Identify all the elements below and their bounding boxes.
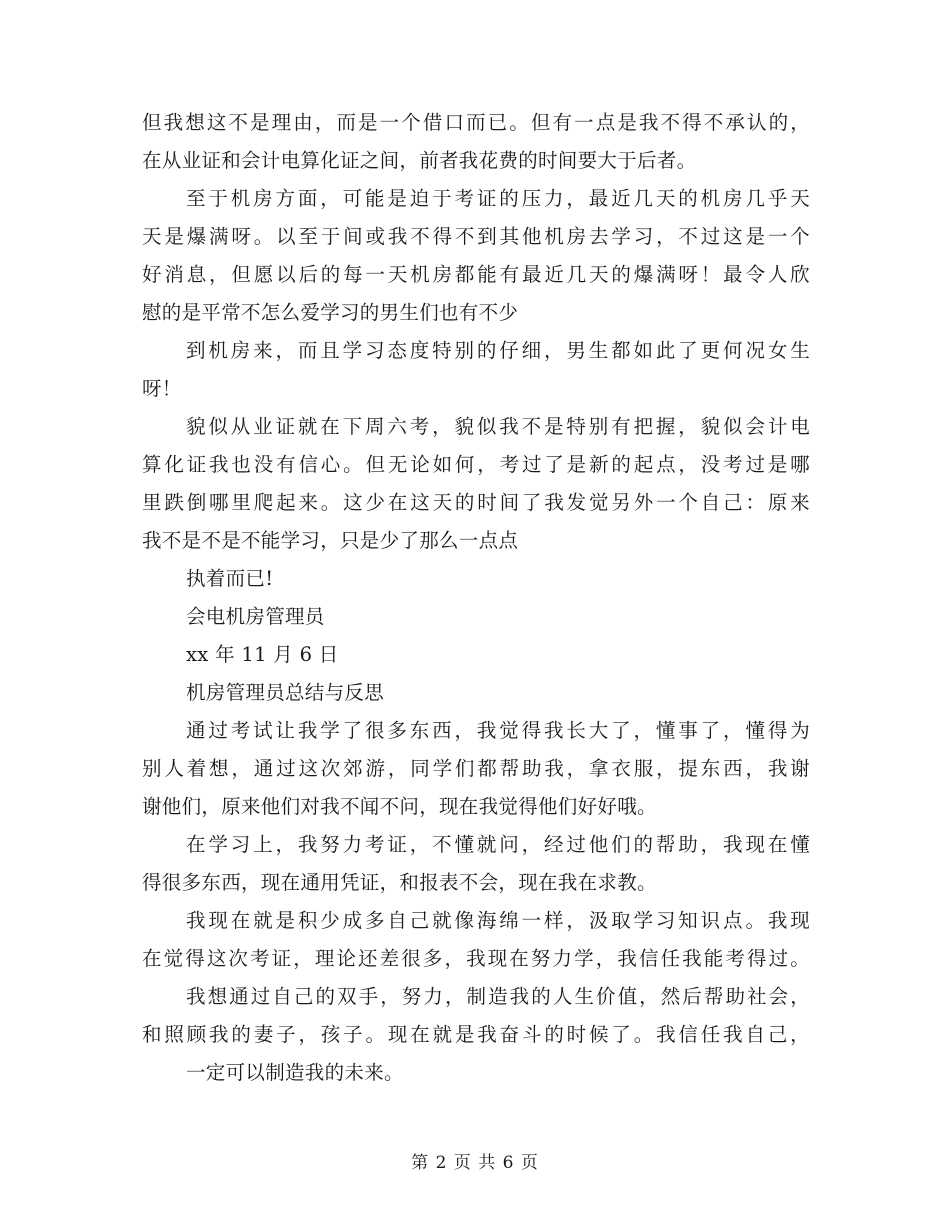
text-line: 算化证我也没有信心。但无论如何，考过了是新的起点，没考过是哪 — [142, 453, 810, 476]
text-line: 我不是不是不能学习，只是少了那么一点点 — [142, 529, 519, 552]
text-line: 慰的是平常不怎么爱学习的男生们也有不少 — [142, 301, 519, 324]
text-line: 得很多东西，现在通用凭证，和报表不会，现在我在求教。 — [142, 871, 657, 894]
text-line: 我想通过自己的双手，努力，制造我的人生价值，然后帮助社会， — [186, 985, 810, 1008]
text-line: 貌似从业证就在下周六考，貌似我不是特别有把握，貌似会计电 — [186, 415, 810, 438]
text-line: 执着而已! — [186, 567, 274, 590]
text-line: 别人着想，通过这次郊游，同学们都帮助我，拿衣服，提东西，我谢 — [142, 757, 810, 780]
section-title: 机房管理员总结与反思 — [186, 681, 385, 704]
text-line: 和照顾我的妻子，孩子。现在就是我奋斗的时候了。我信任我自己， — [142, 1023, 810, 1046]
text-line: 在从业证和会计电算化证之间，前者我花费的时间要大于后者。 — [142, 149, 697, 172]
text-line: 我现在就是积少成多自己就像海绵一样，汲取学习知识点。我现 — [186, 909, 810, 932]
document-body — [142, 104, 810, 1092]
page-number-footer: 第 2 页 共 6 页 — [411, 1153, 539, 1173]
text-line: 一定可以制造我的未来。 — [186, 1061, 404, 1084]
text-line: 到机房来，而且学习态度特别的仔细，男生都如此了更何况女生 — [186, 339, 810, 362]
text-line: 在学习上，我努力考证，不懂就问，经过他们的帮助，我现在懂 — [186, 833, 810, 856]
text-line: 好消息，但愿以后的每一天机房都能有最近几天的爆满呀！最令人欣 — [142, 263, 810, 286]
text-line: 但我想这不是理由，而是一个借口而已。但有一点是我不得不承认的， — [142, 111, 810, 134]
text-line: 在觉得这次考证，理论还差很多，我现在努力学，我信任我能考得过。 — [142, 947, 810, 970]
date-line: xx 年 11 月 6 日 — [186, 643, 339, 666]
text-line: 天是爆满呀。以至于间或我不得不到其他机房去学习，不过这是一个 — [142, 225, 810, 248]
text-line: 通过考试让我学了很多东西，我觉得我长大了，懂事了，懂得为 — [186, 719, 810, 742]
text-line: 呀！ — [142, 377, 182, 400]
signature-line: 会电机房管理员 — [186, 605, 325, 628]
text-line: 里跌倒哪里爬起来。这少在这天的时间了我发觉另外一个自己：原来 — [142, 491, 810, 514]
text-line: 谢他们，原来他们对我不闻不问，现在我觉得他们好好哦。 — [142, 795, 657, 818]
text-line: 至于机房方面，可能是迫于考证的压力，最近几天的机房几乎天 — [186, 187, 810, 210]
